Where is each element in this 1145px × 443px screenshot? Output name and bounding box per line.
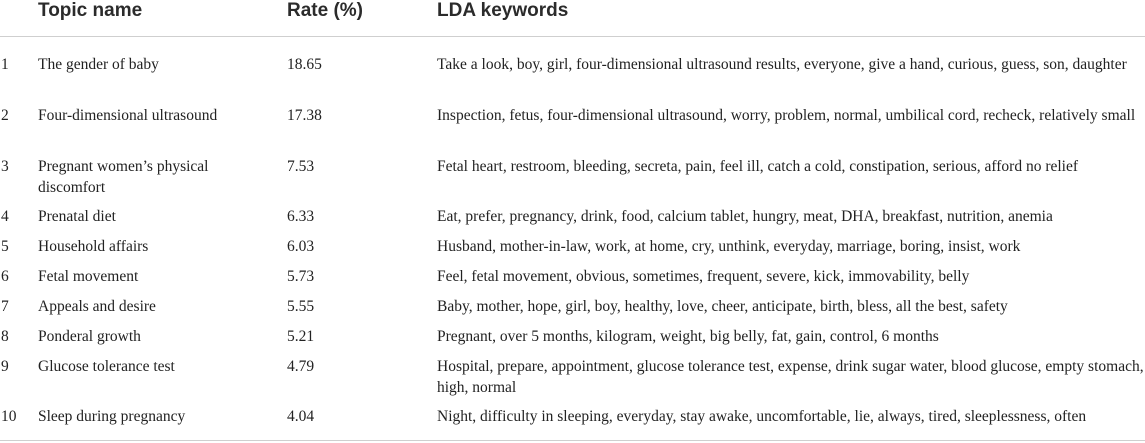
topic-name: Household affairs — [38, 238, 149, 255]
header-lda-keywords: LDA keywords — [437, 0, 569, 21]
lda-keywords: Hospital, prepare, appointment, glucose tolerance test, expense, drink sugar water, blood glucose, empty stomach, high, normal — [437, 358, 1144, 396]
lda-keywords: Pregnant, over 5 months, kilogram, weight, big belly, fat, gain, control, 6 months — [437, 328, 939, 345]
row-number: 10 — [1, 408, 17, 425]
row-number: 5 — [1, 238, 9, 255]
row-number: 1 — [1, 56, 9, 73]
row-number: 4 — [1, 208, 9, 225]
lda-keywords: Husband, mother-in-law, work, at home, cry, unthink, everyday, marriage, boring, insist, work — [437, 238, 1021, 255]
topic-name: Appeals and desire — [38, 298, 156, 315]
topic-rate: 18.65 — [287, 56, 322, 73]
lda-keywords: Feel, fetal movement, obvious, sometimes, frequent, severe, kick, immovability, belly — [437, 268, 970, 285]
lda-keywords: Inspection, fetus, four-dimensional ultrasound, worry, problem, normal, umbilical cord, recheck, relatively small — [437, 107, 1136, 124]
topic-rate: 5.73 — [287, 268, 315, 285]
topic-name: The gender of baby — [38, 56, 159, 73]
row-number: 7 — [1, 298, 9, 315]
topic-name: Prenatal diet — [38, 208, 116, 225]
topic-name: Glucose tolerance test — [38, 358, 175, 375]
row-number: 3 — [1, 158, 9, 175]
topic-name: Fetal movement — [38, 268, 139, 285]
lda-keywords: Night, difficulty in sleeping, everyday, stay awake, uncomfortable, lie, always, tired, sleeplessness, often — [437, 408, 1087, 425]
header-rate: Rate (%) — [287, 0, 364, 21]
topic-rate: 6.03 — [287, 238, 315, 255]
topic-rate: 17.38 — [287, 107, 322, 124]
row-number: 8 — [1, 328, 9, 345]
topic-rate: 4.79 — [287, 358, 315, 375]
lda-keywords: Baby, mother, hope, girl, boy, healthy, love, cheer, anticipate, birth, bless, all the best, safety — [437, 298, 1008, 315]
header-divider — [0, 36, 1145, 37]
topic-name: Sleep during pregnancy — [38, 408, 186, 425]
topic-name: Pregnant women’s physical discomfort — [38, 158, 209, 196]
topic-name: Four-dimensional ultrasound — [38, 107, 218, 124]
lda-keywords: Take a look, boy, girl, four-dimensional ultrasound results, everyone, give a hand, curious, guess, son, daughter — [437, 56, 1127, 73]
row-number: 2 — [1, 107, 9, 124]
topic-rate: 4.04 — [287, 408, 315, 425]
topic-rate: 5.21 — [287, 328, 315, 345]
topic-rate: 6.33 — [287, 208, 315, 225]
table-bottom-rule — [0, 440, 1145, 441]
lda-keywords: Fetal heart, restroom, bleeding, secreta, pain, feel ill, catch a cold, constipation, serious, afford no relief — [437, 158, 1079, 175]
topic-rate: 5.55 — [287, 298, 315, 315]
topic-rate: 7.53 — [287, 158, 315, 175]
header-topic-name: Topic name — [38, 0, 143, 21]
row-number: 6 — [1, 268, 9, 285]
row-number: 9 — [1, 358, 9, 375]
lda-keywords: Eat, prefer, pregnancy, drink, food, calcium tablet, hungry, meat, DHA, breakfast, nutrition, anemia — [437, 208, 1053, 225]
topic-name: Ponderal growth — [38, 328, 141, 345]
